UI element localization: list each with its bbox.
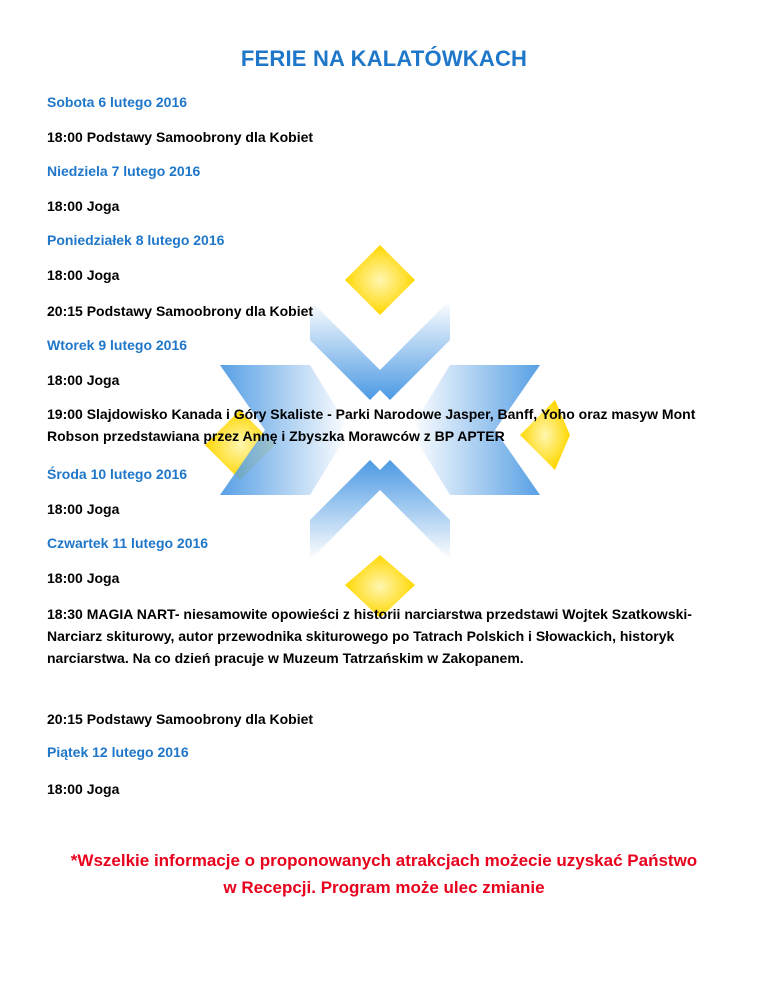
- event-item: 18:00 Joga: [47, 501, 120, 517]
- page-title: FERIE NA KALATÓWKACH: [240, 46, 528, 71]
- footer-line: w Recepcji. Program może ulec zmianie: [223, 878, 545, 897]
- day-heading: Wtorek 9 lutego 2016: [47, 337, 188, 353]
- event-item: 20:15 Podstawy Samoobrony dla Kobiet: [47, 711, 314, 727]
- event-item: 20:15 Podstawy Samoobrony dla Kobiet: [47, 303, 314, 319]
- event-item: 18:00 Joga: [47, 372, 120, 388]
- day-heading: Czwartek 11 lutego 2016: [47, 535, 209, 551]
- day-heading: Piątek 12 lutego 2016: [47, 744, 189, 760]
- footer-note: [0, 847, 768, 901]
- day-heading: Środa 10 lutego 2016: [47, 466, 188, 482]
- footer-line: *Wszelkie informacje o proponowanych atrakcjach możecie uzyskać Państwo: [70, 851, 698, 870]
- event-item: 19:00 Slajdowisko Kanada i Góry Skaliste - Parki Narodowe Jasper, Banff, Yoho oraz masyw Mont Robson przedstawiana przez Annę i Zbyszka Morawców z BP APTER: [47, 406, 696, 444]
- event-item: 18:00 Joga: [47, 198, 120, 214]
- day-heading: Poniedziałek 8 lutego 2016: [47, 232, 225, 248]
- event-item: 18:00 Podstawy Samoobrony dla Kobiet: [47, 129, 314, 145]
- event-item: 18:30 MAGIA NART- niesamowite opowieści z historii narciarstwa przedstawi Wojtek Szatkowski- Narciarz skiturowy, autor przewodnika skiturowego po Tatrach Polskich i Słowackich, historyk narciarstwa. Na co dzień pracuje w Muzeum Tatrzańskim w Zakopanem.: [47, 606, 692, 666]
- day-heading: Niedziela 7 lutego 2016: [47, 163, 201, 179]
- event-item: 18:00 Joga: [47, 570, 120, 586]
- day-heading: Sobota 6 lutego 2016: [47, 94, 188, 110]
- event-item: 18:00 Joga: [47, 267, 120, 283]
- event-item: 18:00 Joga: [47, 781, 120, 797]
